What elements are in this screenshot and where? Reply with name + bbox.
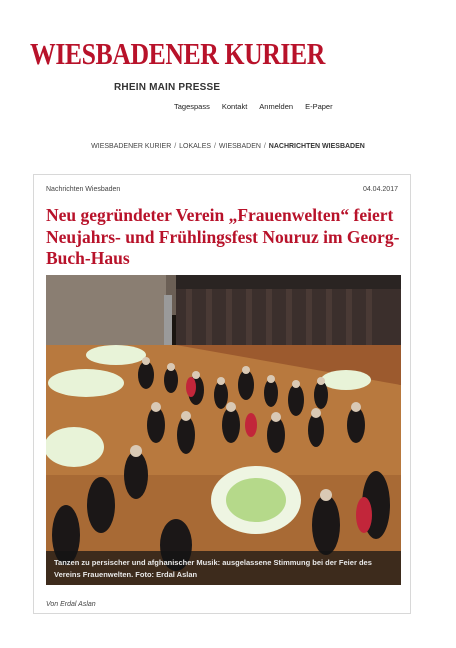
photo-caption-bar [46, 551, 401, 585]
article-headline: Neu gegründeter Verein „Frauenwelten“ feiert Neujahrs- und Frühlingsfest Nouruz im Georg-Buch-Haus [46, 205, 400, 268]
nav-tagespass-link[interactable]: Tagespass [174, 102, 210, 111]
photo-caption: Tanzen zu persischer und afghanischer Musik: ausgelassene Stimmung bei der Feier des Vereins Frauenwelten. Foto: Erdal Aslan [54, 558, 372, 579]
nav-epaper-link[interactable]: E-Paper [305, 102, 333, 111]
article-section-label[interactable]: Nachrichten Wiesbaden [46, 186, 121, 193]
article-photo[interactable] [46, 275, 401, 585]
nav-kontakt-link[interactable]: Kontakt [221, 102, 248, 111]
breadcrumb-separator: / [263, 143, 266, 150]
nav-anmelden-link[interactable]: Anmelden [259, 102, 294, 111]
article-author: Von Erdal Aslan [46, 601, 96, 608]
breadcrumb-separator: / [214, 143, 216, 150]
photo-dance-hall-icon [46, 275, 401, 585]
breadcrumb-item-wiesbaden[interactable]: WIESBADEN [218, 143, 261, 150]
top-navigation [174, 102, 333, 111]
article-card [33, 174, 411, 614]
breadcrumb-current: NACHRICHTEN WIESBADEN [268, 143, 365, 150]
breadcrumb-separator: / [174, 143, 177, 150]
breadcrumb-item-wiesbadener-kurier[interactable]: WIESBADENER KURIER [91, 143, 172, 150]
brand-logo[interactable]: WIESBADENER KURIER [30, 36, 325, 71]
breadcrumb [0, 143, 456, 150]
brand-subtitle: RHEIN MAIN PRESSE [114, 82, 221, 93]
breadcrumb-item-lokales[interactable]: LOKALES [179, 143, 212, 150]
article-date: 04.04.2017 [362, 186, 398, 193]
